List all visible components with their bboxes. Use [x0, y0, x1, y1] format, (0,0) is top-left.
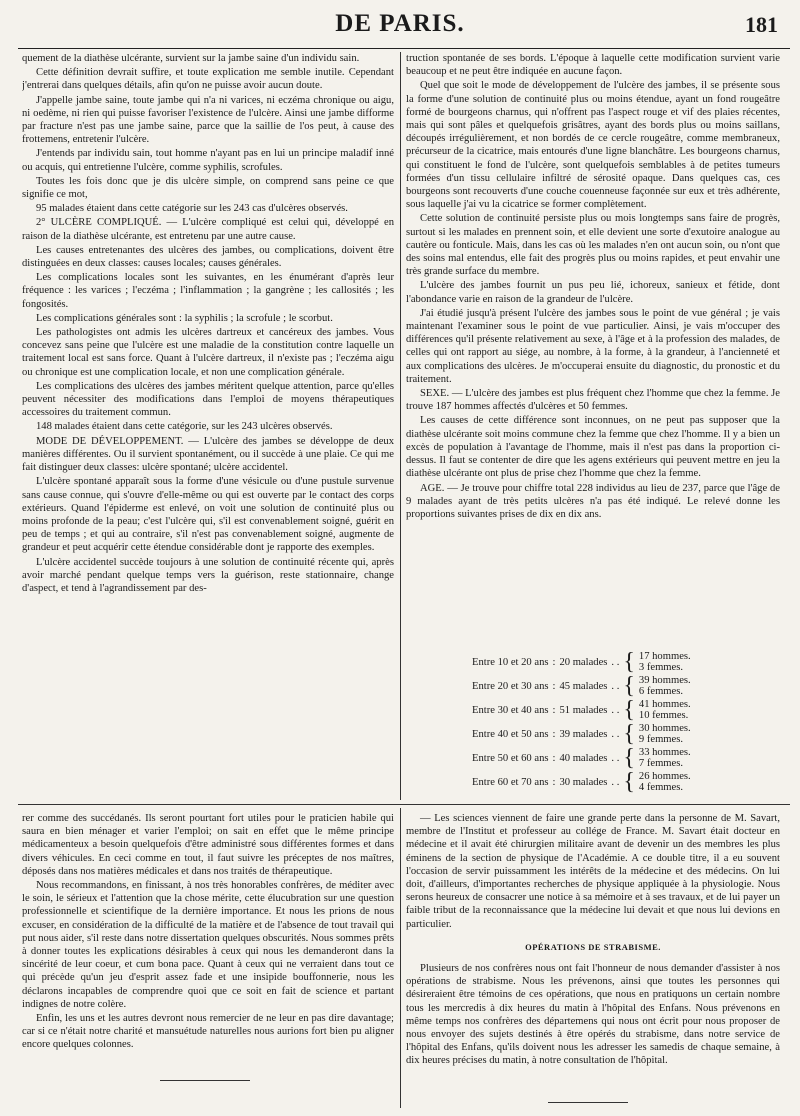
table-row: Entre 10 et 20 ans : 20 malades . . { 17 hommes. 3 femmes.: [472, 649, 691, 675]
age-total: 20 malades: [559, 656, 608, 668]
paragraph: L'ulcère des jambes fournit un pus peu lié, ichoreux, sanieux et fétide, dont l'abondance varie en raison de la grandeur de l'ulcère.: [406, 280, 780, 305]
age-range: Entre 30 et 40 ans: [472, 704, 549, 716]
paragraph: rer comme des succédanés. Ils seront pourtant fort utiles pour le praticien habile qui saura en bien ménager et varier l'emploi; on sait en effet que le même principe médicamenteux a besoin quelquefois d'être administré sous différentes formes et dans divers véhicules. En ceci comme en tout, il faut suivre les préceptes de nos maîtres, déposés dans nos matières médicales et dans nos traités de thérapeutique.: [22, 813, 394, 877]
bottom-right-column: [406, 812, 780, 1108]
age-range: Entre 20 et 30 ans: [472, 680, 549, 692]
table-row: Entre 20 et 30 ans : 45 malades . . { 39 hommes. 6 femmes.: [472, 673, 691, 699]
paragraph: Cette définition devrait suffire, et toute explication me semble inutile. Cependant j'entrerai dans quelques détails, afin qu'on ne puisse avoir aucun doute.: [22, 67, 394, 92]
right-column: [406, 52, 780, 646]
table-row: Entre 40 et 50 ans : 39 malades . . { 30 hommes. 9 femmes.: [472, 721, 691, 747]
women-count: 6 femmes.: [638, 686, 684, 697]
women-count: 10 femmes.: [638, 710, 689, 721]
section-rule: [18, 804, 790, 805]
paragraph: Les complications locales sont les suivantes, en les énumérant d'après leur fréquence : les varices ; l'eczéma ; l'inflammation ; la gangrène ; les callosités ; les fongosités.: [22, 272, 394, 310]
men-count: 30 hommes.: [638, 723, 691, 734]
women-count: 4 femmes.: [638, 782, 684, 793]
age-total: 51 malades: [559, 704, 608, 716]
paragraph: Les complications des ulcères des jambes méritent quelque attention, parce qu'elles peuvent nécessiter des modifications dans l'emploi de moyens thérapeutiques accessoires du traitement commun.: [22, 380, 394, 419]
left-column: [22, 52, 394, 798]
paragraph: 148 malades étaient dans cette catégorie, sur les 243 ulcères observés.: [36, 421, 333, 433]
bottom-left-column: [22, 812, 394, 1080]
column-divider: [400, 808, 401, 1108]
table-row: Entre 30 et 40 ans : 51 malades . . { 41 hommes. 10 femmes.: [472, 697, 691, 723]
paragraph: Enfin, les uns et les autres devront nous remercier de ne leur en pas dire davantage; car si ce n'était notre charité et mansuétude naturelles nous aurions fort bien pu aligner encore quelques colonnes.: [22, 1013, 394, 1051]
paragraph: AGE. — Je trouve pour chiffre total 228 individus au lieu de 237, parce que l'âge de 9 malades ayant de très petits ulcères n'a pas été indiqué. Le relevé donne les proportions suivantes prises de dix en dix ans.: [406, 482, 780, 520]
age-table: [470, 650, 693, 794]
page-number: 181: [745, 12, 778, 37]
women-count: 3 femmes.: [638, 662, 684, 673]
paragraph: Quel que soit le mode de développement de l'ulcère des jambes, il se présente sous la forme d'une solution de continuité plus ou moins étendue, ayant un fond rougeâtre formé de bourgeons charnus, qui n'offrent pas l'aspect rouge et vif des plaies récentes, mais qui sont pâles et quelquefois grisâtres, ayant des bords plus ou moins saillans, découpés irrégulièrement, et non bordés de ce cercle rougeâtre, comme membraneux, précurseur de la cicatrice, mais entourés d'une ligne blanchâtre. Les bourgeons charnus, qui constituent le fond de l'ulcère, sont quelquefois semblables à de petites tumeurs formées d'un tissu cellulaire infiltré de sérosité opaque. Dans quelques cas, ces bourgeons sont recouverts d'une couche couenneuse façonnée sur eux et très adhérente, sous laquelle j'ai vu la cicatrice se former complètement.: [406, 80, 780, 211]
paragraph: quement de la diathèse ulcérante, survient sur la jambe saine d'un individu sain.: [22, 53, 360, 64]
age-range: Entre 60 et 70 ans: [472, 776, 549, 788]
article-end-rule: [160, 1080, 250, 1081]
age-total: 30 malades: [559, 776, 608, 788]
paragraph: Plusieurs de nos confrères nous ont fait l'honneur de nous demander d'assister à nos opérations de strabisme. Nous les prévenons, ainsi que toutes les personnes qui désireraient être témoins de ces opérations, que nous en pratiquons un certain nombre tous les mercredis à dix heures du matin à l'hôpital des Enfans. Nous prévenons en même temps nos confrères des départemens qui nous ont écrit pour nous proposer de nous envoyer des sujets destinés à être opérés du strabisme, dans notre service de l'hôpital des Enfans, qu'ils doivent nous les adresser les samedis de chaque semaine, à dix heures précises du matin, à notre consultation de l'hôpital.: [406, 963, 780, 1067]
newspaper-title: DE PARIS.: [335, 10, 465, 37]
paragraph: MODE DE DÉVELOPPEMENT. — L'ulcère des jambes se développe de deux manières différentes. Ou il survient spontanément, ou il succède à une plaie. Ce qui me fait distinguer deux classes: ulcère spontané; ulcère accidentel.: [22, 435, 394, 474]
paragraph: Les causes entretenantes des ulcères des jambes, ou complications, doivent être distinguées en deux classes: causes locales; causes générales.: [22, 244, 394, 270]
paragraph: Cette solution de continuité persiste plus ou mois longtemps sans faire de progrès, surtout si les malades en prennent soin, et elle devient une sorte d'exutoire analogue au cautère ou fonticule. Mais, dans les cas où les malades n'en ont aucun soin, ou n'ont que des soins mal entendus, elle fait des progrès plus ou moins rapides, et peut envahir une très grande surface du membre.: [406, 213, 780, 278]
paragraph: J'appelle jambe saine, toute jambe qui n'a ni varices, ni eczéma chronique ou aigu, ni oedème, ni rien qui puisse favoriser l'existence de l'ulcère. Ainsi une jambe difforme par fracture n'est pas une jambe saine, parce que la saillie de l'os peut, à cause des frottemens, entretenir l'ulcère.: [22, 94, 394, 146]
age-range: Entre 10 et 20 ans: [472, 656, 549, 668]
men-count: 17 hommes.: [638, 651, 691, 662]
age-total: 39 malades: [559, 728, 608, 740]
men-count: 26 hommes.: [638, 771, 691, 782]
news-item: — Les sciences viennent de faire une grande perte dans la personne de M. Savart, membre de l'Institut et professeur au collége de France. M. Savart était docteur en médecine et il avait été chirurgien militaire avant de devenir un des membres les plus éminens de la section de physique de l'Académie. A ce double titre, il a eu souvent l'occasion de servir puissamment les intérêts de la médecine et des médecins. On lui doit, d'ailleurs, d'importantes recherches de physique appliquée à la physiologie. Nous serons heureux de consacrer une notice à sa mémoire et à ses travaux, et de lui payer un faible tribut de la reconnaissance que la médecine lui devait et que nous lui devions en particulier.: [406, 813, 780, 930]
paragraph: Les causes de cette différence sont inconnues, on ne peut pas supposer que la diathèse ulcérante soit moins commune chez la femme que chez l'homme. Il y a bien un excès de population à l'avantage de l'homme, mais il n'est pas dans la proportion ci-dessus. Il faut se contenter de dire que les agens extérieurs qui peuvent mettre en jeu la diathèse ulcérante ont plus de prise chez l'homme que chez la femme.: [406, 415, 780, 480]
men-count: 39 hommes.: [638, 675, 691, 686]
table-row: Entre 60 et 70 ans : 30 malades . . { 26 hommes. 4 femmes.: [472, 769, 691, 795]
men-count: 41 hommes.: [638, 699, 691, 710]
article-end-rule: [548, 1102, 628, 1103]
paragraph: SEXE. — L'ulcère des jambes est plus fréquent chez l'homme que chez la femme. Je trouve 187 hommes affectés d'ulcères et 50 femmes.: [406, 388, 780, 413]
paragraph: L'ulcère spontané apparaît sous la forme d'une vésicule ou d'une pustule survenue sans cause connue, qui s'ouvre d'elle-même ou qui est ouverte par le contact des corps extérieurs. Quand l'épiderme est enlevé, on voit une solution de continuité plus ou moins profonde de la peau; c'est l'ulcère qui, s'il est convenablement soigné, guérit en peu de temps ; et qui au contraire, s'il n'est pas convenablement soigné, augmente de grandeur et peut acquérir cette étendue considérable dont je rapporte des exemples.: [22, 476, 394, 554]
paragraph: truction spontanée de ses bords. L'époque à laquelle cette modification survient varie beaucoup et ne peut être indiquée en aucune façon.: [406, 53, 780, 78]
paragraph: J'ai étudié jusqu'à présent l'ulcère des jambes sous le point de vue général ; je vais maintenant l'examiner sous le point de vue particulier. Ainsi, je vais m'occuper des différences qu'il présente relativement au sexe, à l'âge et à la profession des malades, de celles qui ont rapport au siége, au nombre, à la forme, à la grandeur, à l'ancienneté et aux complications des ulcères. Je m'occuperai ensuite du diagnostic, du pronostic et du traitement.: [406, 307, 780, 385]
women-count: 9 femmes.: [638, 734, 684, 745]
paragraph: Les pathologistes ont admis les ulcères dartreux et cancéreux des jambes. Vous concevez sans peine que l'ulcère est une maladie de la constitution contre laquelle un traitement local est sans force. Quant à l'ulcère dartreux, il n'existe pas ; l'eczéma aigu ou chronique est une complication locale, et non une complication générale.: [22, 327, 394, 378]
section-heading: OPÉRATIONS DE STRABISME.: [525, 941, 661, 952]
age-total: 45 malades: [559, 680, 608, 692]
paragraph: Les complications générales sont : la syphilis ; la scrofule ; le scorbut.: [36, 312, 333, 324]
paragraph: 2° ULCÈRE COMPLIQUÉ. — L'ulcère compliqué est celui qui, développé en raison de la diathèse ulcérante, est entretenu par une autre cause.: [22, 217, 394, 242]
age-total: 40 malades: [559, 752, 608, 764]
paragraph: L'ulcère accidentel succède toujours à une solution de continuité récente qui, après avoir marché pendant quelque temps vers la guérison, reste stationnaire, change d'aspect, et tend à l'agrandissement par des-: [22, 556, 394, 594]
paragraph: J'entends par individu sain, tout homme n'ayant pas en lui un principe maladif inné ou acquis, qui entretienne l'ulcère, comme syphilis, scrofules.: [22, 148, 394, 173]
age-range: Entre 50 et 60 ans: [472, 752, 549, 764]
women-count: 7 femmes.: [638, 758, 684, 769]
column-divider: [400, 52, 401, 800]
header-rule: [18, 48, 790, 49]
masthead: [0, 10, 800, 44]
paragraph: 95 malades étaient dans cette catégorie sur les 243 cas d'ulcères observés.: [36, 203, 348, 215]
age-range: Entre 40 et 50 ans: [472, 728, 549, 740]
paragraph: Toutes les fois donc que je dis ulcère simple, on comprend sans peine ce que signifie ce mot,: [22, 175, 394, 201]
table-row: Entre 50 et 60 ans : 40 malades . . { 33 hommes. 7 femmes.: [472, 745, 691, 771]
paragraph: Nous recommandons, en finissant, à nos très honorables confrères, de méditer avec le soin, le sérieux et l'attention que la chose mérite, cette élucubration sur une question professionnelle et scientifique de la dernière importance. Et nous les prions de nous excuser, en considération de la difficulté de la matière et de l'absence de tout travail qui put nous aider, s'il reste dans notre dissertation quelques obscurités. Nous sommes prêts à donner toutes les explications désirables à ceux qui nous les demanderont dans la sincérité de leur coeur, et cum bona pace. Quant à ceux qui ne verraient dans tout ce qui précède qu'un jeu d'esprit assez fade et une insipide bouffonnerie, nous les déclarons incapables de comprendre quoi que ce soit en fait de science et partant indignes de notre colère.: [22, 880, 394, 1010]
men-count: 33 hommes.: [638, 747, 691, 758]
